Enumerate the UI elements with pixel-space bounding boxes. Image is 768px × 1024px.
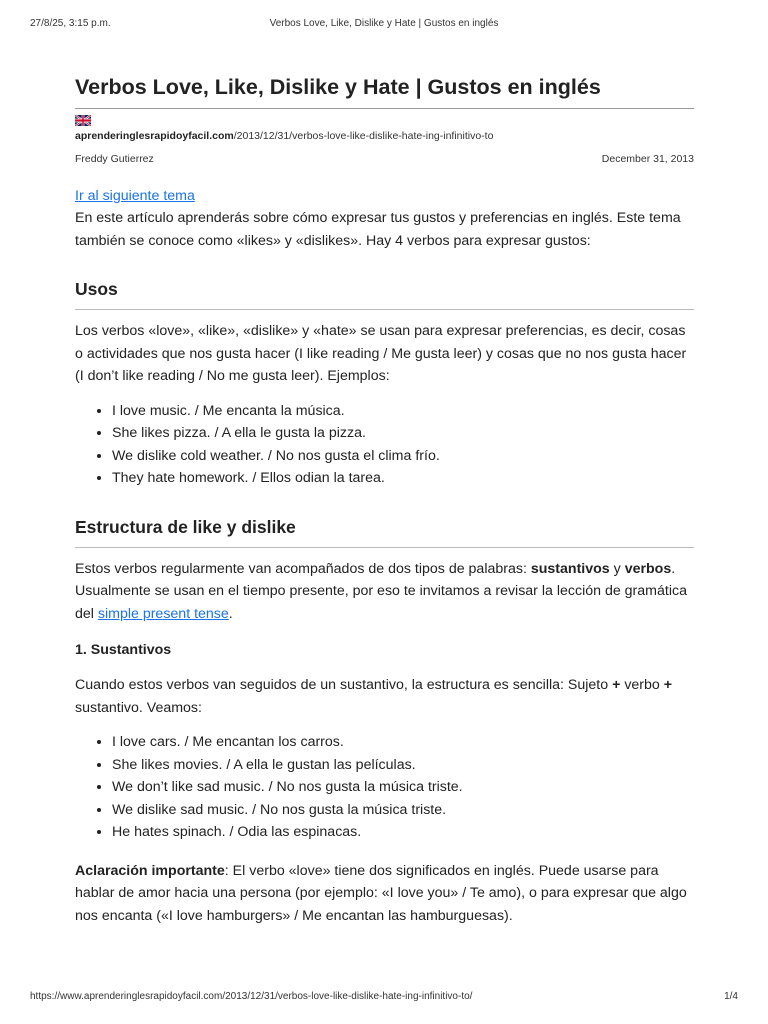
uk-flag-icon (75, 115, 91, 126)
source-path: /2013/12/31/verbos-love-like-dislike-hate-ing-infinitivo-to (233, 130, 494, 142)
author: Freddy Gutierrez (75, 153, 154, 165)
list-item: • She likes pizza. / A ella le gusta la pizza. (112, 422, 694, 445)
bold-sustantivos: sustantivos (530, 560, 610, 577)
list-item: • He hates spinach. / Odia las espinacas. (112, 821, 694, 844)
list-item: • We don’t like sad music. / No nos gusta la música triste. (112, 776, 694, 799)
section-heading-estructura: Estructura de like y dislike (75, 514, 694, 548)
print-date: 27/8/25, 3:15 p.m. (30, 18, 111, 29)
text-span: sustantivo. Veamos: (75, 699, 202, 716)
aclaracion-label: Aclaración importante (75, 862, 225, 879)
print-title: Verbos Love, Like, Dislike y Hate | Gustos en inglés (269, 18, 499, 29)
text-span: y (609, 560, 625, 577)
article (75, 72, 694, 927)
next-topic (75, 185, 694, 207)
source-host: aprenderinglesrapidoyfacil.com (75, 130, 234, 142)
bold-verbos: verbos (624, 560, 672, 577)
list-item: • I love cars. / Me encantan los carros. (112, 731, 694, 754)
intro-paragraph: En este artículo aprenderás sobre cómo expresar tus gustos y preferencias en inglés. Este tema también se conoce como «likes» y «dislikes». Hay 4 verbos para expresar gustos: (75, 210, 681, 249)
list-item: • We dislike cold weather. / No nos gusta el clima frío. (112, 445, 694, 468)
text-span: Cuando estos verbos van seguidos de un sustantivo, la estructura es sencilla: Sujeto (75, 677, 613, 693)
source-url[interactable] (75, 129, 694, 143)
print-header (30, 18, 738, 32)
list-item: • I love music. / Me encanta la música. (112, 400, 694, 423)
next-topic-link[interactable]: Ir al siguiente tema (75, 188, 195, 204)
section-heading-usos: Usos (75, 276, 694, 310)
aclaracion-paragraph (75, 860, 694, 928)
article-meta (75, 153, 694, 167)
usos-example-list (75, 400, 694, 490)
estructura-paragraph (75, 558, 694, 626)
text-span: . Usualmente se usan en el tiempo presente, por eso te invitamos a revisar la lección de gramática del (75, 560, 687, 622)
article-title: Verbos Love, Like, Dislike y Hate | Gustos en inglés (75, 72, 694, 109)
print-footer (30, 991, 738, 1005)
print-url: https://www.aprenderinglesrapidoyfacil.com/2013/12/31/verbos-love-like-dislike-hate-ing-infinitivo-to/ (30, 991, 473, 1002)
list-item: • We dislike sad music. / No nos gusta la música triste. (112, 799, 694, 822)
usos-paragraph: Los verbos «love», «like», «dislike» y «hate» se usan para expresar preferencias, es decir, cosas o actividades que nos gusta hacer (I like reading / Me gusta leer) y cosas que no nos gusta hacer (I don’t like reading / No me gusta leer). Ejemplos: (75, 323, 687, 384)
text-span: . (228, 605, 233, 622)
text-span: verbo (620, 677, 664, 693)
sustantivos-paragraph (75, 674, 694, 719)
publish-date: December 31, 2013 (601, 153, 694, 165)
plus-sign: + (663, 677, 673, 693)
plus-sign: + (612, 677, 621, 693)
page-number: 1/4 (724, 991, 738, 1002)
simple-present-link[interactable]: simple present tense (97, 605, 229, 622)
sustantivos-example-list (75, 731, 694, 844)
subheading-sustantivos: 1. Sustantivos (75, 642, 172, 658)
text-span: : El verbo «love» tiene dos significados en inglés. Puede usarse para hablar de amor hacia una persona (por ejemplo: «I love you» / Te amo), o para expresar que algo nos encanta («I love hamburgers» / Me encantan las hamburguesas). (75, 862, 687, 924)
list-item: • She likes movies. / A ella le gustan las películas. (112, 754, 694, 777)
text-span: Estos verbos regularmente van acompañados de dos tipos de palabras: (75, 560, 531, 577)
list-item: • They hate homework. / Ellos odian la tarea. (112, 467, 694, 490)
